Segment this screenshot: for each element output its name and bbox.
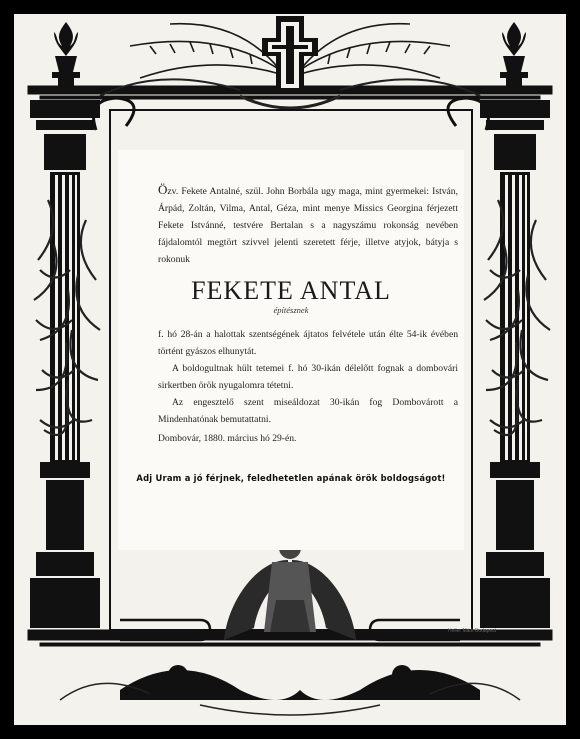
cross-icon bbox=[262, 16, 318, 94]
left-column-icon bbox=[30, 100, 100, 628]
mass-paragraph: Az engesztelő szent miseáldozat 30-ikán fog Dombovárott a Mindenhatónak bemutattatni. bbox=[158, 397, 458, 425]
intro-text: zv. Fekete Antalné, szül. John Borbála ugy maga, mint gyermekei: István, Árpád, Zoltán, Vilma, Antal, Géza, mint menye Missics Georgina férjezett Fekete Istvánné, testvére Bertalan s a nagyszámu rokonság nevében fájdalomtól megtört szivvel jelenti szeretett férje, illetve atyjok, bátyja s rokonuk bbox=[158, 186, 458, 265]
deceased-profession: építésznek bbox=[273, 305, 309, 315]
flame-urn-icon bbox=[500, 22, 528, 86]
closing-prayer: Adj Uram a jó férjnek, feledhetetlen apának örök boldogságot! bbox=[136, 473, 446, 483]
dateline: Dombovár, 1880. március hó 29-én. bbox=[158, 433, 297, 444]
flame-urn-icon bbox=[52, 22, 80, 86]
drop-letter: Ö bbox=[158, 182, 168, 197]
right-column-icon bbox=[480, 100, 550, 628]
announcement-intro bbox=[158, 181, 458, 268]
deceased-name: FEKETE ANTAL bbox=[191, 276, 391, 305]
cherub-icon bbox=[120, 665, 480, 700]
funeral-details bbox=[158, 326, 458, 428]
burial-paragraph: A boldogultnak hült tetemei f. hó 30-ikán délelőtt fognak a dombovári sirkertben örök nyugalomra tétetni. bbox=[158, 363, 458, 391]
death-paragraph: f. hó 28-án a halottak szentségének ájtatos felvétele után élte 54-ik évében történt gyászos elhunytát. bbox=[158, 329, 458, 357]
angel-icon bbox=[224, 537, 356, 640]
printer-credit: Heller Márk Budapest bbox=[448, 628, 497, 634]
